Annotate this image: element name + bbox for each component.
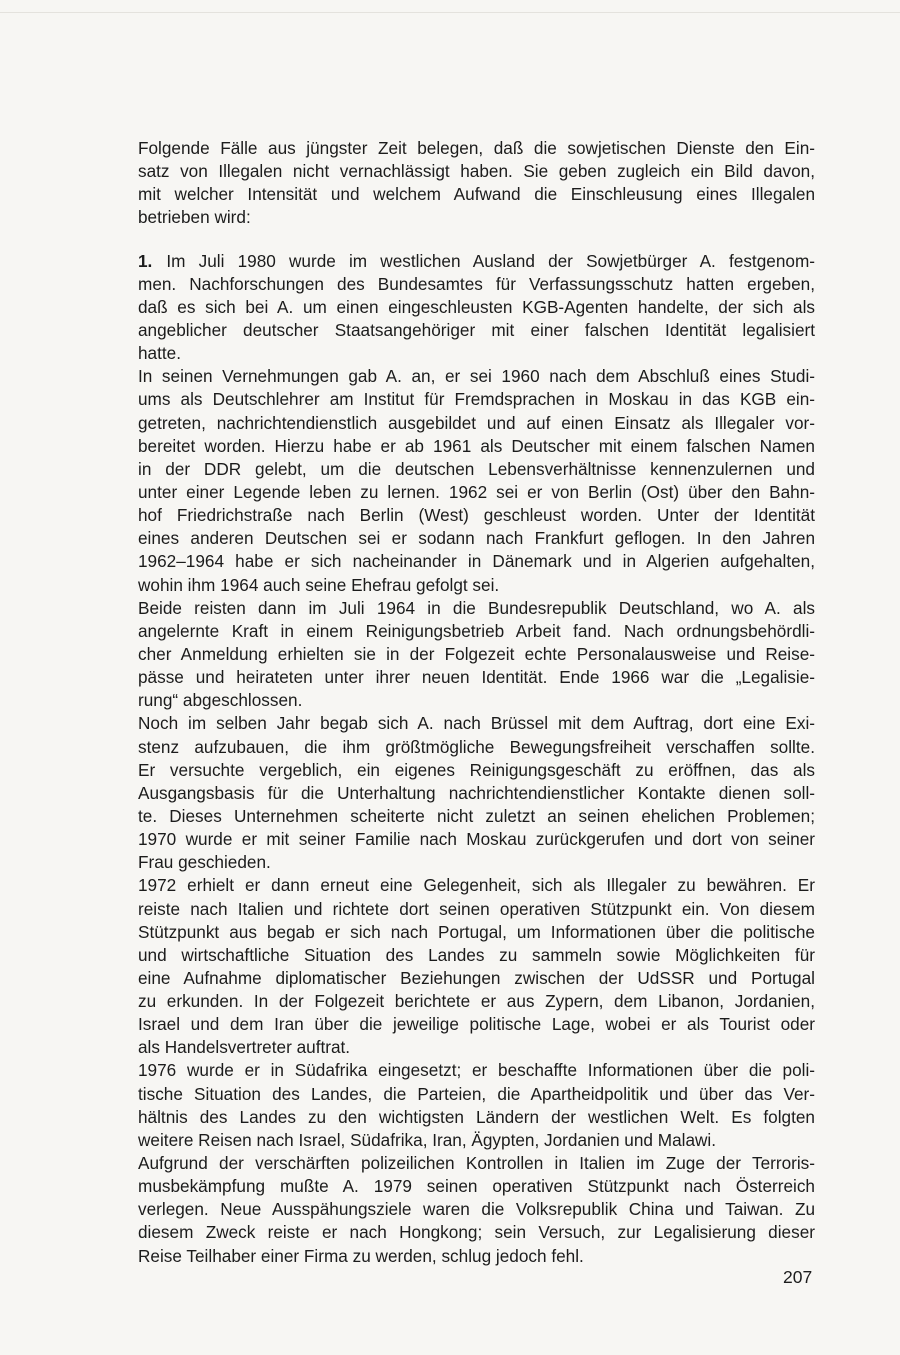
paragraph-gap bbox=[138, 230, 815, 250]
case-paragraph bbox=[138, 1152, 815, 1268]
intro-paragraph bbox=[138, 137, 815, 230]
text-line: eine Aufnahme diplomatischer Beziehungen zwischen der UdSSR und Portugal bbox=[138, 967, 815, 988]
text-line: men. Nachforschungen des Bundesamtes für Verfassungsschutz hatten ergeben, bbox=[138, 273, 815, 294]
text-line: musbekämpfung mußte A. 1979 seinen operativen Stützpunkt nach Österreich bbox=[138, 1176, 815, 1197]
text-line: reiste nach Italien und richtete dort seinen operativen Stützpunkt ein. Von diesem bbox=[138, 898, 815, 919]
text-line: Stützpunkt aus begab er sich nach Portugal, um Informationen über die politische bbox=[138, 921, 815, 942]
top-edge-rule bbox=[0, 12, 900, 13]
case-first-line-text: Im Juli 1980 wurde im westlichen Ausland der Sowjetbürger A. festgenom- bbox=[166, 250, 815, 271]
text-line: Frau geschieden. bbox=[138, 852, 271, 873]
case-paragraph bbox=[138, 1059, 815, 1152]
text-line: daß es sich bei A. um einen eingeschleusten KGB-Agenten handelte, der sich als bbox=[138, 296, 815, 317]
case-first-line bbox=[138, 250, 815, 273]
text-line: In seinen Vernehmungen gab A. an, er sei 1960 nach dem Abschluß eines Studi- bbox=[138, 366, 815, 387]
text-line: hof Friedrichstraße nach Berlin (West) geschleust worden. Unter der Identität bbox=[138, 505, 815, 526]
text-line: 1976 wurde er in Südafrika eingesetzt; er beschaffte Informationen über die poli- bbox=[138, 1060, 815, 1081]
text-line: 1972 erhielt er dann erneut eine Gelegenheit, sich als Illegaler zu bewähren. Er bbox=[138, 875, 815, 896]
text-line: te. Dieses Unternehmen scheiterte nicht zuletzt an seinen ehelichen Problemen; bbox=[138, 805, 815, 826]
text-line: Er versuchte vergeblich, ein eigenes Reinigungsgeschäft zu eröffnen, das als bbox=[138, 759, 815, 780]
text-line: rung“ abgeschlossen. bbox=[138, 690, 303, 711]
text-line: und wirtschaftliche Situation des Landes zu sammeln sowie Möglichkeiten für bbox=[138, 944, 815, 965]
text-line: diesem Zweck reiste er nach Hongkong; sein Versuch, zur Legalisierung dieser bbox=[138, 1222, 815, 1243]
text-line: Israel und dem Iran über die jeweilige politische Lage, wobei er als Tourist oder bbox=[138, 1014, 815, 1035]
text-line: weitere Reisen nach Israel, Südafrika, Iran, Ägypten, Jordanien und Malawi. bbox=[138, 1129, 717, 1150]
text-line: pässe und heirateten unter ihrer neuen Identität. Ende 1966 war die „Legalisie- bbox=[138, 667, 815, 688]
text-line: getreten, nachrichtendienstlich ausgebildet und auf einen Einsatz als Illegaler vor- bbox=[138, 412, 815, 433]
case-number: 1. bbox=[138, 250, 153, 271]
text-line: hältnis des Landes zu den wichtigsten Ländern der westlichen Welt. Es folgten bbox=[138, 1106, 815, 1127]
text-line: Reise Teilhaber einer Firma zu werden, schlug jedoch fehl. bbox=[138, 1245, 584, 1266]
case-paragraph bbox=[138, 874, 815, 1059]
text-line: 1970 wurde er mit seiner Familie nach Moskau zurückgerufen und dort von seiner bbox=[138, 829, 815, 850]
text-line: 1962–1964 habe er sich nacheinander in Dänemark und in Algerien aufgehalten, bbox=[138, 551, 815, 572]
text-line: ums als Deutschlehrer am Institut für Fremdsprachen in Moskau in das KGB ein- bbox=[138, 389, 815, 410]
text-line: zu erkunden. In der Folgezeit berichtete er aus Zypern, dem Libanon, Jordanien, bbox=[138, 991, 815, 1012]
text-line: mit welcher Intensität und welchem Aufwand die Einschleusung eines Illegalen bbox=[138, 184, 815, 205]
case-paragraph bbox=[138, 712, 815, 874]
text-line: angeblicher deutscher Staatsangehöriger mit einer falschen Identität legalisiert bbox=[138, 319, 815, 340]
text-line: eines anderen Deutschen sei er sodann nach Frankfurt geflogen. In den Jahren bbox=[138, 528, 815, 549]
case-paragraph bbox=[138, 273, 815, 366]
page-body bbox=[138, 137, 815, 1268]
text-line: in der DDR gelebt, um die deutschen Lebensverhältnisse kennenzulernen und bbox=[138, 458, 815, 479]
text-line: cher Anmeldung erhielten sie in der Folgezeit echte Personalausweise und Reise- bbox=[138, 643, 815, 664]
text-line: angelernte Kraft in einem Reinigungsbetrieb Arbeit fand. Nach ordnungsbehördli- bbox=[138, 620, 815, 641]
text-line: verlegen. Neue Ausspähungsziele waren die Volksrepublik China und Taiwan. Zu bbox=[138, 1199, 815, 1220]
text-line: satz von Illegalen nicht vernachlässigt haben. Sie geben zugleich ein Bild davon, bbox=[138, 161, 815, 182]
text-line: hatte. bbox=[138, 343, 182, 364]
text-line: wohin ihm 1964 auch seine Ehefrau gefolgt sei. bbox=[138, 574, 500, 595]
case-paragraph bbox=[138, 597, 815, 713]
page-number: 207 bbox=[783, 1267, 813, 1287]
text-line: Ausgangsbasis für die Unterhaltung nachrichtendienstlicher Kontakte dienen soll- bbox=[138, 782, 815, 803]
text-line: als Handelsvertreter auftrat. bbox=[138, 1037, 351, 1058]
text-line: Folgende Fälle aus jüngster Zeit belegen, daß die sowjetischen Dienste den Ein- bbox=[138, 138, 815, 158]
text-line: Noch im selben Jahr begab sich A. nach Brüssel mit dem Auftrag, dort eine Exi- bbox=[138, 713, 815, 734]
case-1 bbox=[138, 250, 815, 1268]
text-line: stenz aufzubauen, die ihm größtmögliche Bewegungsfreiheit verschaffen sollte. bbox=[138, 736, 815, 757]
text-line: tische Situation des Landes, die Parteien, die Apartheidpolitik und über das Ver- bbox=[138, 1083, 815, 1104]
text-line: unter einer Legende leben zu lernen. 1962 sei er von Berlin (Ost) über den Bahn- bbox=[138, 481, 815, 502]
text-line: Beide reisten dann im Juli 1964 in die Bundesrepublik Deutschland, wo A. als bbox=[138, 597, 815, 618]
text-line: betrieben wird: bbox=[138, 207, 251, 228]
case-paragraph bbox=[138, 365, 815, 596]
text-line: bereitet worden. Hierzu habe er ab 1961 als Deutscher mit einem falschen Namen bbox=[138, 435, 815, 456]
text-line: Aufgrund der verschärften polizeilichen Kontrollen in Italien im Zuge der Terroris- bbox=[138, 1153, 815, 1174]
